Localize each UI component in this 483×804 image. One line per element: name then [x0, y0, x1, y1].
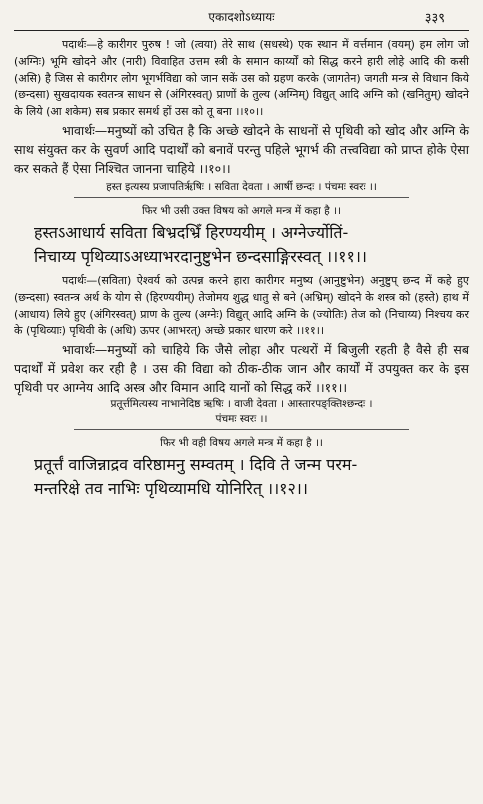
mantra-11-line-2: निचाय्य पृथिव्याऽअध्याभरदानुष्टुभेन छन्दसाङ्गिरस्वत् ।।११।। [34, 246, 367, 266]
mantra-11-line-1: हस्तऽआधार्य सविता बिभ्रदभ्रिँ हिरण्ययीम् । अग्नेर्ज्योतिं- [34, 222, 349, 242]
divider [74, 429, 409, 430]
bhavartha-paragraph-11: भावार्थः—मनुष्यों को चाहिये कि जैसे लोहा और पत्थरों में बिजुली रहती है वैसे ही सब पदार्थों में प्रवेश कर रही है । उस की विद्या को ठीक-ठीक जान और कार्यों में उपयुक्त कर के इस पृथिवी पर आग्नेय आदि अस्त्र और विमान आदि यानों को सिद्ध करें ।।११।। [14, 342, 469, 396]
chapter-title: एकादशोऽध्यायः [208, 10, 275, 24]
page-header [14, 8, 469, 28]
page-number: ३३९ [424, 11, 445, 26]
mantra-12-line-2: मन्तरिक्षे तव नाभिः पृथिव्यामधि योनिरित् ।।१२।। [34, 479, 308, 499]
mantra-intro-12: फिर भी वही विषय अगले मन्त्र में कहा है ।। [160, 437, 323, 450]
mantra-meta-12-line-2: पंचमः स्वरः ।। [215, 413, 268, 426]
mantra-12 [14, 453, 469, 501]
mantra-meta-11: हस्त इत्यस्य प्रजापतिर्ऋषिः । सविता देवता । आर्षी छन्दः । पंचमः स्वरः ।। [106, 180, 377, 193]
padartha-paragraph-10: पदार्थः—हे कारीगर पुरुष ! जो (त्वया) तेरे साथ (सधस्थे) एक स्थान में वर्त्तमान (वयम्) हम लोग जो (अग्निः) भूमि खोदने और (नारी) विवाहित उत्तम स्त्री के समान कार्य्यों को सिद्ध करने हारी लोहे आदि की कसी (असि) है जिस से कारीगर लोग भूगर्भविद्या को जान सकें उस को ग्रहण करके (जागतेन) जगती मन्त्र से विधान किये (छन्दसा) सुखदायक स्वतन्त्र साधन से (अंगिरस्वत्) प्राणों के तुल्य (अग्निम्) विद्युत् आदि अग्नि को (खनितुम्) खोदने के लिये (आ शकेम) सब प्रकार समर्थ हों उस को तू बना ।।१०।। [14, 38, 469, 119]
mantra-11 [14, 221, 469, 269]
mantra-intro-11: फिर भी उसी उक्त विषय को अगले मन्त्र में कहा है ।। [141, 204, 342, 217]
header-rule [14, 30, 469, 31]
padartha-paragraph-11: पदार्थः—(सविता) ऐश्वर्य को उत्पन्न करने हारा कारीगर मनुष्य (आनुष्टुभेन) अनुष्टुप् छन्द में कहे हुए (छन्दसा) स्वतन्त्र अर्थ के योग से (हिरण्ययीम्) तेजोमय शुद्ध धातु से बने (अभ्रिम्) खोदने के शस्त्र को (हस्ते) हाथ में (आधाय) लिये हुए (अंगिरस्वत्) प्राण के तुल्य (अग्नेः) विद्युत् आदि अग्नि के (ज्योतिः) तेज को (निचाय्य) निश्चय कर के (पृथिव्याः) पृथिवी के (अधि) ऊपर (आभरत्) अच्छे प्रकार धारण करे ।।११।। [14, 273, 469, 338]
mantra-meta-12-line-1: प्रतूर्त्तमित्यस्य नाभानेदिष्ठ ऋषिः । वाजी देवता । आस्तारपङ्क्तिश्छन्दः । [110, 398, 373, 411]
divider [74, 197, 409, 198]
bhavartha-paragraph-10: भावार्थः—मनुष्यों को उचित है कि अच्छे खोदने के साधनों से पृथिवी को खोद और अग्नि के साथ संयुक्त कर के सुवर्ण आदि पदार्थों को बनावें परन्तु पहिले भूगर्भ की तत्त्वविद्या को प्राप्त होके ऐसा कर सकते हैं ऐसा निश्चित जानना चाहिये ।।१०।। [14, 122, 469, 176]
mantra-12-line-1: प्रतूर्त्तं वाजिन्नाद्रव वरिष्ठामनु सम्वतम् । दिवि ते जन्म परम- [34, 455, 358, 475]
